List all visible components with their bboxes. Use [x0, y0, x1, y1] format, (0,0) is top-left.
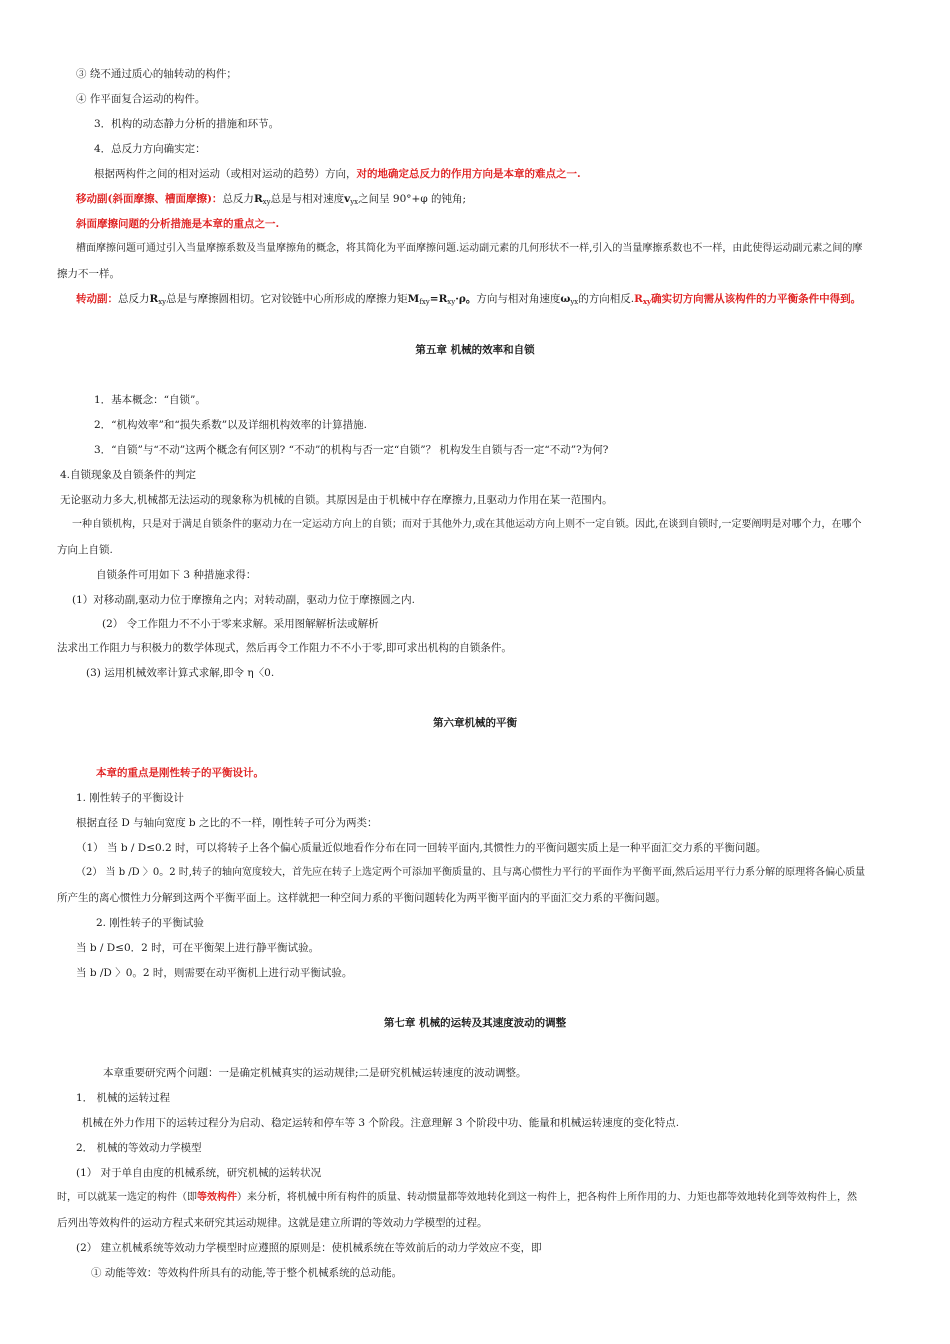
text-line: [57, 1191, 857, 1205]
highlight-text: 转动副：: [76, 293, 118, 305]
text-line: 当 b /D 〉0。2 时，则需要在动平衡机上进行动平衡试验。: [76, 967, 353, 979]
text-line: (1） 对于单自由度的机械系统，研究机械的运转状况: [76, 1167, 322, 1179]
chapter-heading: 第五章 机械的效率和自锁: [415, 344, 535, 356]
highlight-text: 本章的重点是刚性转子的平衡设计。: [96, 767, 264, 779]
symbol: R: [253, 193, 263, 205]
text-line: 1． 机械的运转过程: [76, 1092, 171, 1104]
text-line: (2） 令工作阻力不不小于零来求解。采用图解解析法或解析: [102, 618, 379, 630]
text-run: 时，可以就某一选定的构件（即: [57, 1192, 197, 1203]
subscript: xy: [642, 297, 652, 306]
highlight-text: 对的地确定总反力的作用方向是本章的难点之一.: [356, 168, 581, 180]
highlight-text: 等效构件: [197, 1192, 237, 1203]
text-line: 2． 机械的等效动力学模型: [76, 1142, 202, 1154]
subscript: yx: [570, 298, 579, 306]
highlight-text: 确实切方向需从该构件的力平衡条件中得到。: [651, 293, 862, 305]
text-run: 总反力: [118, 293, 150, 305]
text-line: (3) 运用机械效率计算式求解,即令 η〈0.: [86, 667, 275, 679]
symbol: ·ρ。: [455, 293, 477, 305]
text-line: 1．基本概念：“自锁”。: [94, 394, 206, 406]
symbol: v: [344, 193, 351, 205]
text-line: 根据直径 D 与轴向宽度 b 之比的不一样，刚性转子可分为两类：: [76, 817, 378, 829]
text-line: (2） 建立机械系统等效动力学模型时应遵照的原则是：使机械系统在等效前后的动力学效应不变，即: [76, 1242, 542, 1254]
text-run: 之间呈 90°+φ 的钝角;: [358, 193, 467, 205]
text-line: 方向上自锁.: [57, 544, 113, 556]
text-line: [76, 192, 466, 209]
chapter-heading: 第七章 机械的运转及其速度波动的调整: [383, 1017, 567, 1029]
text-line: (1）对移动副,驱动力位于摩擦角之内；对转动副，驱动力位于摩擦圆之内.: [72, 594, 415, 606]
symbol: R: [149, 293, 159, 305]
symbol: M: [407, 293, 420, 305]
subscript: xy: [158, 298, 167, 306]
text-line: 当 b / D≤0．2 时，可在平衡架上进行静平衡试验。: [76, 942, 320, 954]
text-line: [94, 167, 581, 181]
text-line: 擦力不一样。: [57, 268, 120, 280]
text-run: 方向与相对角速度: [476, 293, 561, 305]
text-line: 机械在外力作用下的运转过程分为启动、稳定运转和停车等 3 个阶段。注意理解 3 个阶段中功、能量和机械运转速度的变化特点.: [82, 1117, 680, 1129]
text-run: 总反力: [222, 193, 254, 205]
text-run: 总是与相对速度: [270, 193, 345, 205]
text-line: 无论驱动力多大,机械都无法运动的现象称为机械的自锁。其原因是由于机械中存在摩擦力,且驱动力作用在某一范围内。: [60, 494, 613, 506]
highlight-text: 移动副(斜面摩擦、槽面摩擦)：: [76, 193, 223, 205]
text-line: ③ 绕不通过质心的轴转动的构件；: [76, 68, 237, 80]
text-run: 根据两构件之间的相对运动（或相对运动的趋势）方向，: [94, 168, 357, 180]
highlight-text: 斜面摩擦问题的分析措施是本章的重点之一.: [76, 218, 280, 230]
text-line: 4．总反力方向确实定：: [94, 143, 206, 155]
text-line: ④ 作平面复合运动的构件。: [76, 93, 206, 105]
text-line: 槽面摩擦问题可通过引入当量摩擦系数及当量摩擦角的概念，将其简化为平面摩擦问题.运动副元素的几何形状不一样,引入的当量摩擦系数也不一样，由此使得运动副元素之间的摩: [76, 243, 863, 254]
text-line: 法求出工作阻力与积极力的数学体现式，然后再令工作阻力不不小于零,即可求出机构的自锁条件。: [57, 642, 512, 654]
text-run: 的方向相反.: [578, 293, 635, 305]
highlight-text: R: [634, 293, 643, 305]
text-line: 一种自锁机构，只是对于满足自锁条件的驱动力在一定运动方向上的自锁；而对于其他外力,或在其他运动方向上则不一定自锁。因此,在谈到自锁时,一定要阐明是对哪个力，在哪个: [72, 519, 862, 530]
text-line: 1. 刚性转子的平衡设计: [76, 792, 184, 804]
text-line: 本章重要研究两个问题：一是确定机械真实的运动规律;二是研究机械运转速度的波动调整。: [103, 1067, 527, 1079]
text-line: 4.自锁现象及自锁条件的判定: [60, 469, 197, 481]
chapter-heading: 第六章机械的平衡: [433, 717, 517, 729]
subscript: xy: [262, 198, 271, 206]
text-line: 3．机构的动态静力分析的措施和环节。: [94, 118, 280, 130]
text-run: 总是与摩擦圆相切。它对铰链中心所形成的摩擦力矩: [166, 293, 408, 305]
symbol: ω: [560, 293, 571, 305]
text-line: （1） 当 b / D≤0.2 时，可以将转子上各个偏心质量近似地看作分布在同一回转平面内,其惯性力的平衡问题实质上是一种平面汇交力系的平衡问题。: [76, 842, 767, 854]
text-line: ① 动能等效：等效构件所具有的动能,等于整个机械系统的总动能。: [91, 1267, 403, 1279]
symbol: =R: [429, 293, 448, 305]
text-run: ）来分析，将机械中所有构件的质量、转动惯量都等效地转化到这一构件上，把各构件上所作用的力、力矩也都等效地转化到等效构件上，然: [237, 1192, 857, 1203]
subscript: yx: [350, 198, 359, 206]
subscript: xy: [447, 298, 456, 306]
text-line: 3．“自锁”与“不动”这两个概念有何区别? “不动”的机构与否一定“自锁”？ 机构发生自锁与否一定“不动”?为何?: [94, 444, 609, 456]
text-line: 2．“机构效率”和“损失系数”以及详细机构效率的计算措施.: [94, 419, 367, 431]
text-line: 自锁条件可用如下 3 种措施求得：: [96, 569, 257, 581]
text-line: 2. 刚性转子的平衡试验: [96, 917, 204, 929]
text-line: 所产生的离心惯性力分解到这两个平衡平面上。这样就把一种空间力系的平衡问题转化为两平衡平面内的平面汇交力系的平衡问题。: [57, 892, 666, 904]
text-line: 后列出等效构件的运动方程式来研究其运动规律。这就是建立所谓的等效动力学模型的过程。: [57, 1217, 488, 1229]
subscript: fxy: [419, 298, 430, 306]
text-line: [76, 292, 861, 309]
text-line: （2） 当 b /D 〉0。2 时,转子的轴向宽度较大，首先应在转子上选定两个可添加平衡质量的、且与离心惯性力平行的平面作为平衡平面,然后运用平行力系分解的原理将各偏心质量: [76, 867, 866, 878]
